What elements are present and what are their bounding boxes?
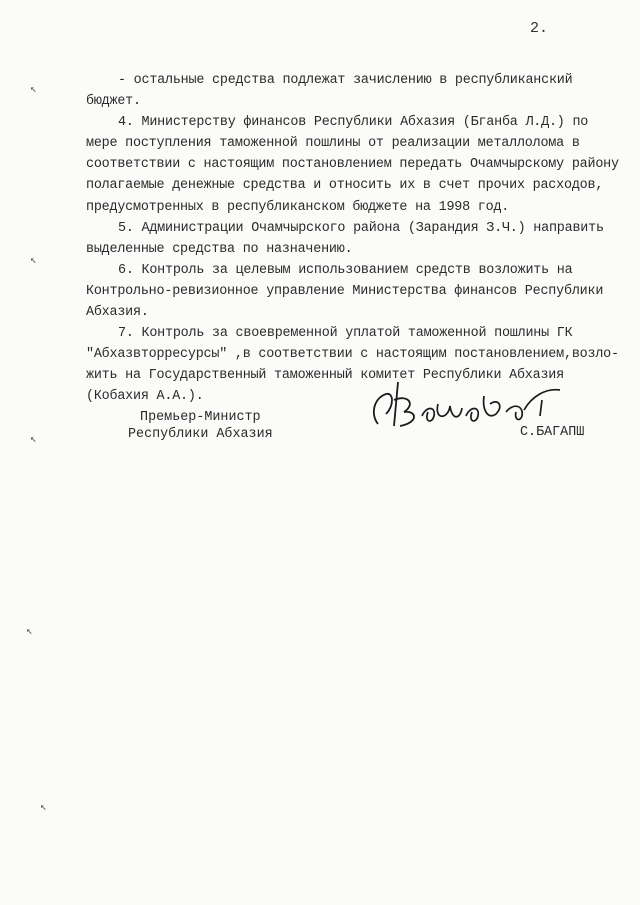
text-line: выделенные средства по назначению. bbox=[86, 241, 353, 257]
signatory-name: С.БАГАПШ bbox=[520, 425, 585, 440]
text-line: 4. Министерству финансов Республики Абхазия (Бганба Л.Д.) по bbox=[118, 115, 589, 131]
margin-mark: ↖ bbox=[40, 802, 47, 814]
text-line: предусмотренных в республиканском бюджете на 1998 год. bbox=[86, 199, 510, 215]
margin-mark: ↖ bbox=[26, 626, 33, 638]
text-line: мере поступления таможенной пошлины от реализации металлолома в bbox=[86, 136, 580, 152]
signatory-title-line: Республики Абхазия bbox=[128, 427, 273, 442]
margin-mark: ↖ bbox=[30, 255, 37, 267]
text-line: 7. Контроль за своевременной уплатой таможенной пошлины ГК bbox=[118, 326, 573, 342]
text-line: соответствии с настоящим постановлением передать Очамчырскому району bbox=[86, 157, 619, 173]
document-body bbox=[86, 70, 626, 408]
text-line: жить на Государственный таможенный комитет Республики Абхазия bbox=[86, 368, 564, 384]
text-line: бюджет. bbox=[86, 94, 141, 110]
margin-mark: ↖ bbox=[30, 84, 37, 96]
text-line: Абхазия. bbox=[86, 305, 149, 321]
margin-mark: ↖ bbox=[30, 434, 37, 446]
text-line: "Абхазвторресурсы" ,в соответствии с настоящим постановлением,возло- bbox=[86, 347, 619, 363]
text-line: 6. Контроль за целевым использованием средств возложить на bbox=[118, 262, 573, 278]
text-line: 5. Администрации Очамчырского района (Зарандия З.Ч.) направить bbox=[118, 220, 604, 236]
signatory-title-line: Премьер-Министр bbox=[140, 410, 261, 425]
text-line: полагаемые денежные средства и относить их в счет прочих расходов, bbox=[86, 178, 604, 194]
text-line: - остальные средства подлежат зачислению в республиканский bbox=[118, 73, 573, 88]
page-number: 2. bbox=[530, 20, 549, 37]
text-line: Контрольно-ревизионное управление Министерства финансов Республики bbox=[86, 283, 604, 299]
text-line: (Кобахия А.А.). bbox=[86, 389, 204, 405]
signatory-title bbox=[128, 409, 273, 443]
